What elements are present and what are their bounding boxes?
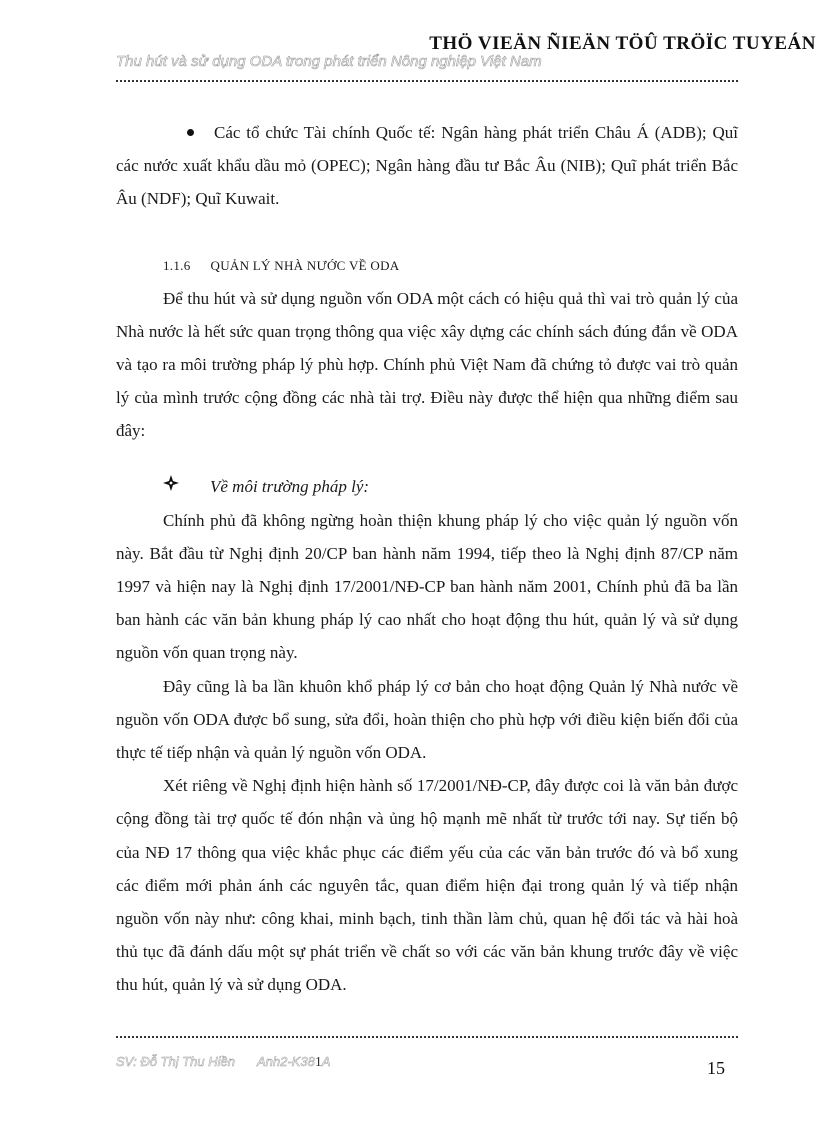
page-number: 15 xyxy=(707,1058,725,1078)
header-divider xyxy=(116,80,738,82)
footer-divider xyxy=(116,1036,738,1038)
site-banner: THÖ VIEÄN ÑIEÄN TÖÛ TRÖÏC TUYEÁN xyxy=(429,33,816,54)
bullet-item xyxy=(116,116,738,216)
paragraph: Chính phủ đã không ngừng hoàn thiện khung pháp lý cho việc quản lý nguồn vốn này. Bắt đầu từ Nghị định 20/CP ban hành năm 1994, tiếp theo là Nghị định 87/CP năm 1997 và hiện nay là Nghị định 17/2001/NĐ-CP ban hành năm 2001, Chính phủ đã ba lần ban hành các văn bản khung pháp lý cao nhất cho hoạt động thu hút, quản lý và sử dụng nguồn vốn quan trọng này. xyxy=(116,510,738,663)
class-code: Anh2-K38 xyxy=(256,1054,315,1069)
bullet-text: Các tổ chức Tài chính Quốc tế: Ngân hàng phát triển Châu Á (ADB); Quĩ các nước xuất khẩu dầu mỏ (OPEC); Ngân hàng đầu tư Bắc Âu (NIB); Quĩ phát triển Bắc Âu (NDF); Quĩ Kuwait. xyxy=(116,123,738,209)
section-heading xyxy=(116,249,738,282)
class-suffix: A xyxy=(321,1054,331,1069)
footer-divider-char: 1 xyxy=(314,1055,322,1070)
footer-student-info xyxy=(116,1054,330,1071)
diamond-bullet-icon xyxy=(163,475,179,491)
subsection-title: Về môi trường pháp lý: xyxy=(210,476,370,496)
page-body xyxy=(116,116,738,1002)
subsection-heading xyxy=(116,470,738,504)
student-name: SV: Đỗ Thị Thu Hiền xyxy=(116,1054,235,1069)
section-intro: Để thu hút và sử dụng nguồn vốn ODA một cách có hiệu quả thì vai trò quản lý của Nhà nước là hết sức quan trọng thông qua việc xây dựng các chính sách đúng đắn về ODA và tạo ra môi trường pháp lý phù hợp. Chính phủ Việt Nam đã chứng tỏ được vai trò quản lý của mình trước cộng đồng các nhà tài trợ. Điều này được thể hiện qua những điểm sau đây: xyxy=(116,288,738,441)
running-title: Thu hút và sử dụng ODA trong phát triển Nông nghiệp Việt Nam xyxy=(116,53,542,70)
paragraph: Xét riêng về Nghị định hiện hành số 17/2001/NĐ-CP, đây được coi là văn bản được cộng đồng tài trợ quốc tế đón nhận và ủng hộ mạnh mẽ nhất từ trước tới nay. Sự tiến bộ của NĐ 17 thông qua việc khắc phục các điểm yếu của các văn bản trước đó và bổ xung các điểm mới phản ánh các nguyên tắc, quan điểm hiện đại trong quản lý và tiếp nhận nguồn vốn này như: công khai, minh bạch, tinh thần làm chủ, quan hệ đối tác và hài hoà thủ tục đã đánh dấu một sự phát triển về chất so với các văn bản khung trước đây về việc thu hút, quản lý và sử dụng ODA. xyxy=(116,776,738,995)
section-number: 1.1.6 xyxy=(163,257,191,273)
bullet-dot-icon xyxy=(187,129,194,136)
section-title: QUẢN LÝ NHÀ NƯỚC VỀ ODA xyxy=(210,257,400,273)
paragraph: Đây cũng là ba lần khuôn khổ pháp lý cơ bản cho hoạt động Quản lý Nhà nước về nguồn vốn ODA được bổ sung, sửa đổi, hoàn thiện cho phù hợp với điều kiện biến đổi của thực tế tiếp nhận và quản lý nguồn vốn ODA. xyxy=(116,676,738,763)
